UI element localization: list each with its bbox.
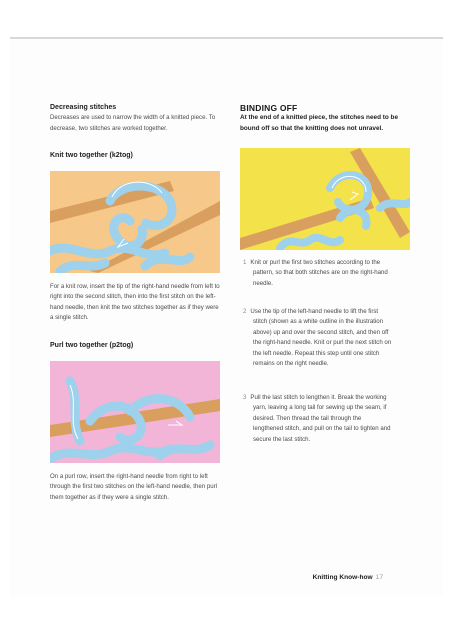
binding-off-step-2: [243, 307, 393, 369]
k2tog-illustration: [50, 171, 220, 273]
decreasing-heading: Decreasing stitches: [50, 104, 117, 111]
page-footer: [313, 574, 383, 581]
step-number: 2: [243, 308, 247, 315]
step-number: 3: [243, 394, 247, 401]
k2tog-title-wrap: [50, 151, 220, 161]
binding-off-section: [240, 103, 410, 134]
binding-off-step-1: [243, 258, 393, 289]
footer-section-title: Knitting Know-how: [312, 574, 373, 581]
decreasing-section: [50, 103, 220, 134]
k2tog-text: For a knit row, insert the tip of the right-hand needle from left to right into the second stitch, then into the first stitch on the left-hand needle, then knit the two stitches together as if they were a single stitch.: [50, 283, 220, 322]
step-number: 1: [243, 259, 247, 266]
p2tog-title: Purl two together (p2tog): [50, 342, 134, 349]
page-number: 17: [375, 574, 383, 581]
binding-off-heading: BINDING OFF: [240, 103, 298, 113]
top-rule: [10, 37, 443, 39]
k2tog-title: Knit two together (k2tog): [50, 152, 133, 159]
decreasing-intro: Decreases are used to narrow the width of a knitted piece. To decrease, two stitches are worked together.: [50, 114, 216, 132]
binding-off-step-3: [243, 393, 393, 445]
p2tog-illustration: [50, 361, 220, 463]
step-text: Knit or purl the first two stitches according to the pattern, so that both stitches are on the right-hand needle.: [250, 259, 388, 287]
k2tog-text-wrap: [50, 282, 220, 324]
step-text: Pull the last stitch to lengthen it. Break the working yarn, leaving a long tail for sewing up the seam, if desired. Then thread the tail through the lengthened stitch, and pull on the tail to tighten and secure the last stitch.: [250, 394, 391, 443]
p2tog-text-wrap: [50, 472, 220, 503]
binding-off-illustration: [240, 148, 410, 250]
p2tog-title-wrap: [50, 341, 220, 351]
p2tog-text: On a purl row, insert the right-hand needle from right to left through the first two stitches on the left-hand needle, then purl them together as if they were a single stitch.: [50, 473, 218, 501]
binding-off-lead: At the end of a knitted piece, the stitches need to be bound off so that the knitting does not unravel.: [240, 114, 399, 132]
step-text: Use the tip of the left-hand needle to lift the first stitch (shown as a white outline in the illustration above) up and over the second stitch, and then off the right-hand needle. Knit or purl the next stitch on the left needle. Repeat this step until one stitch remains on the right needle.: [250, 308, 392, 368]
